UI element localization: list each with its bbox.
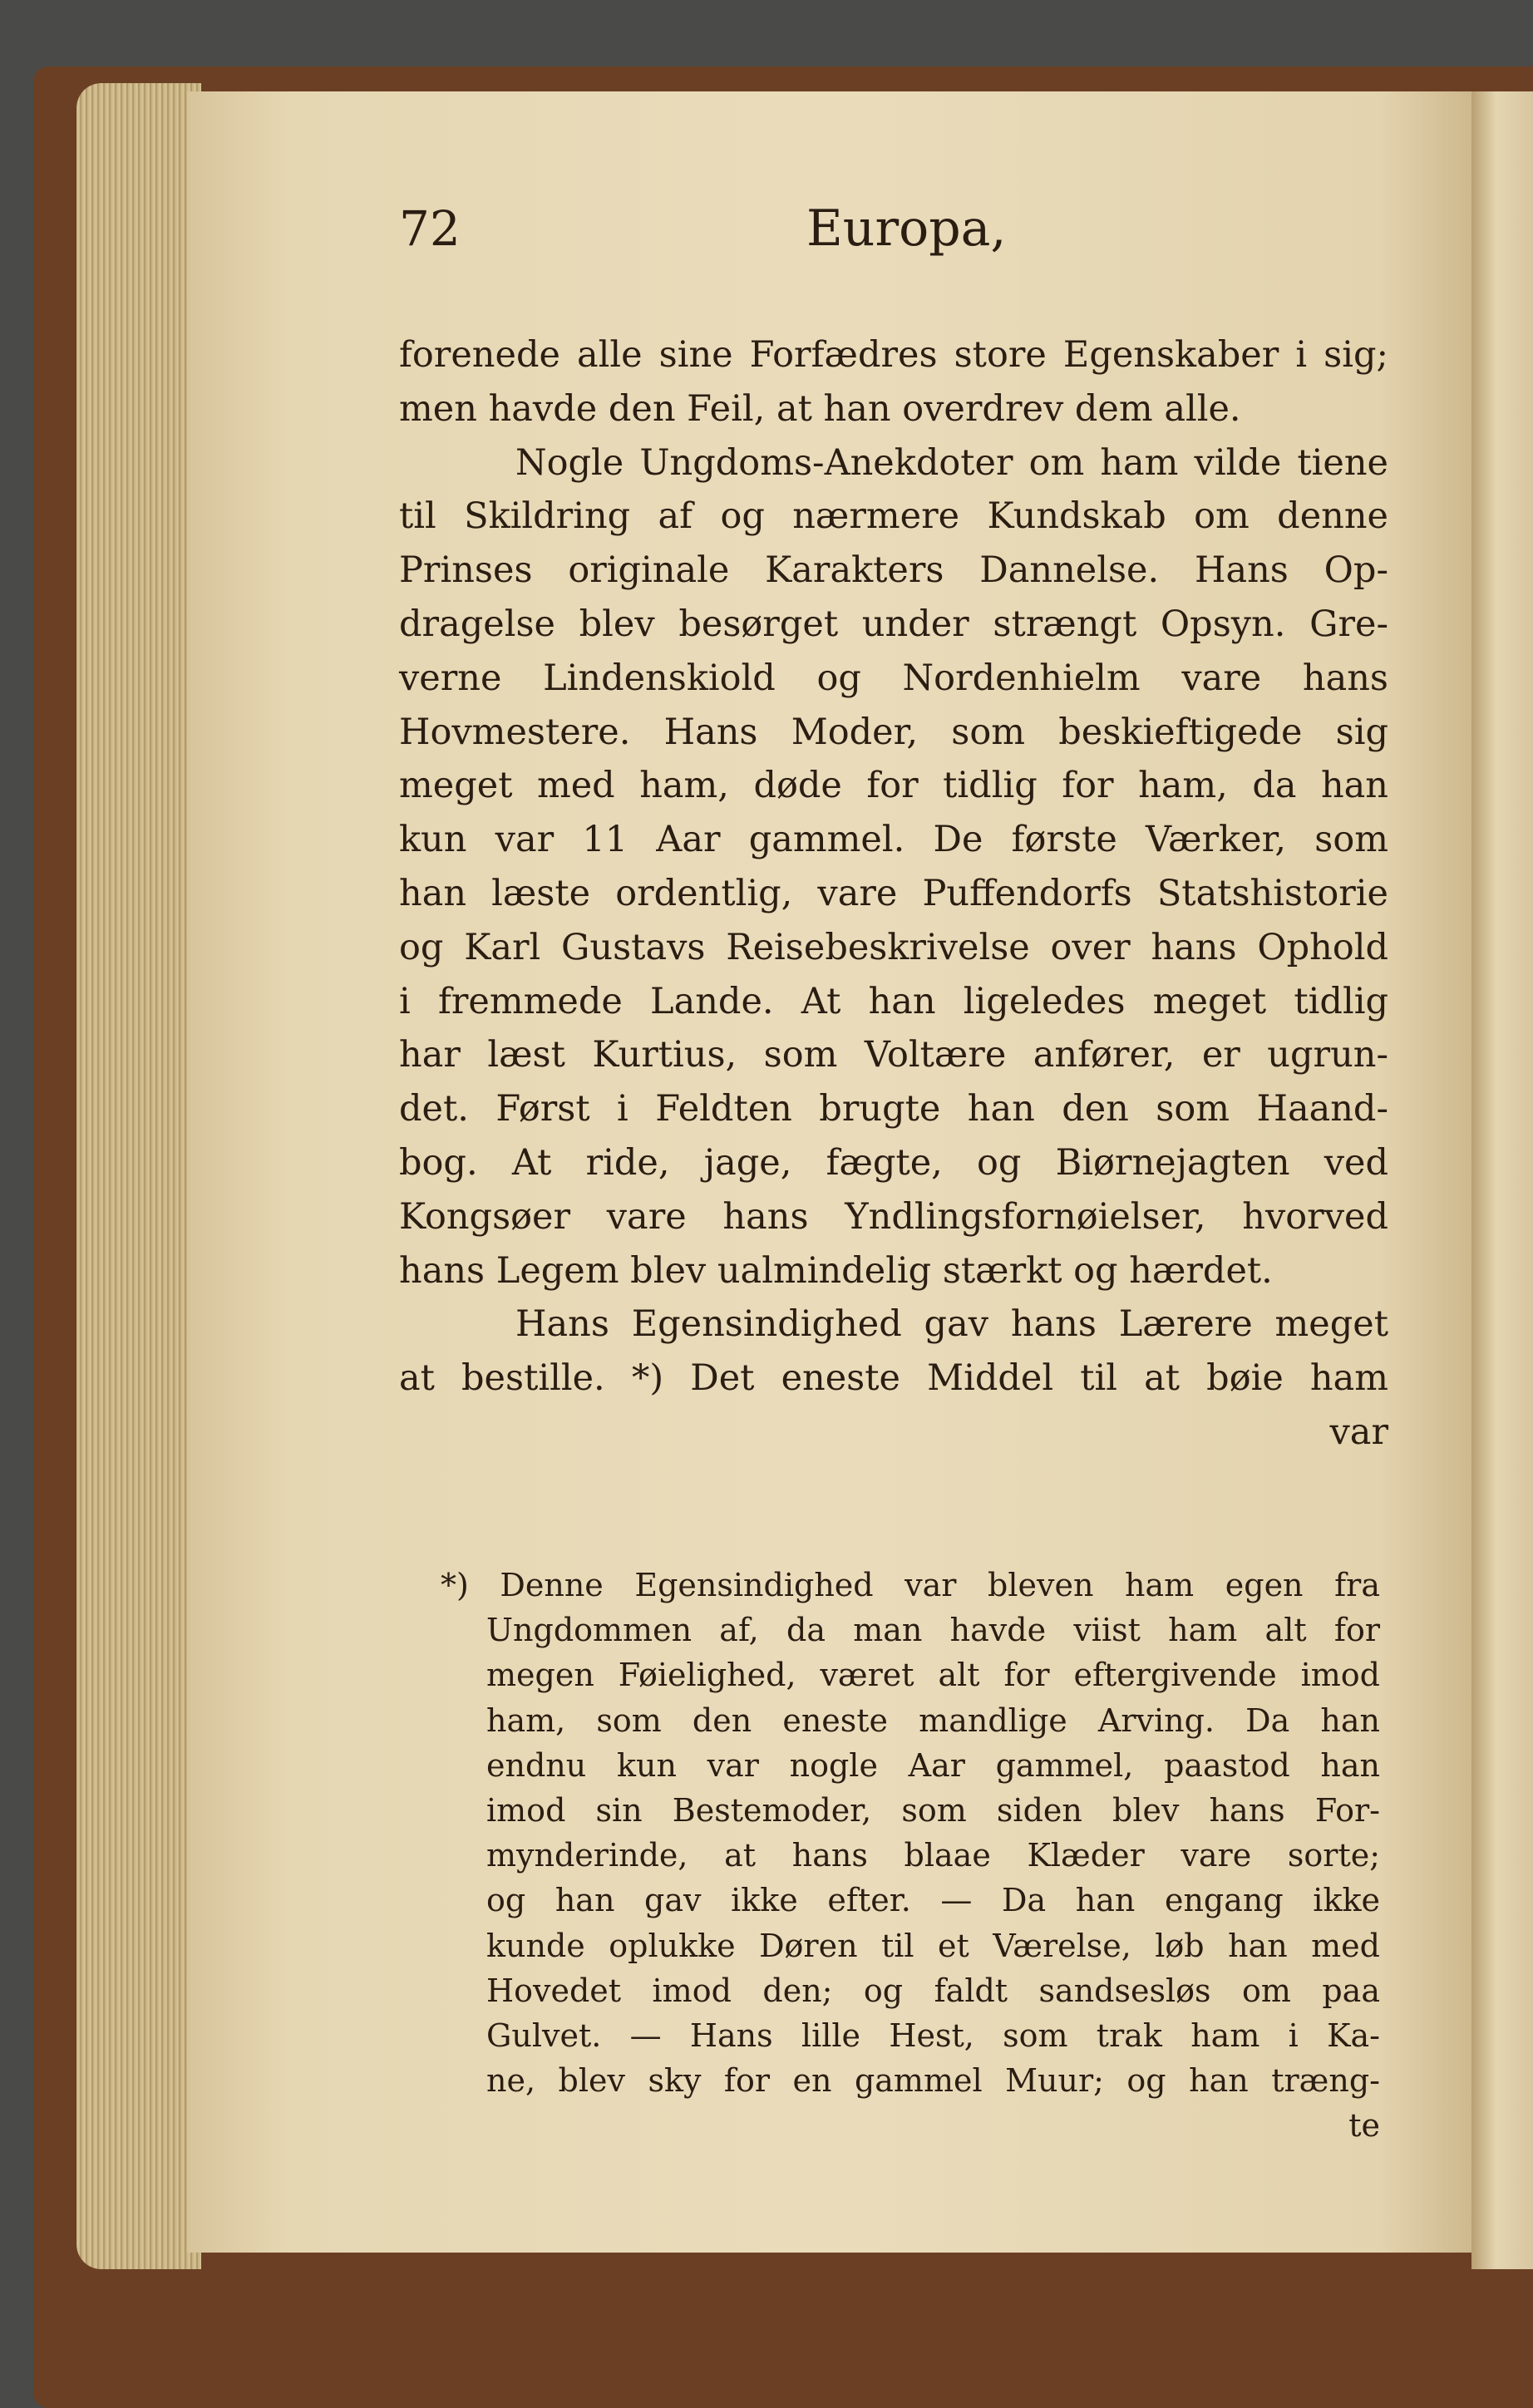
text-line: Prinses originale Karakters Dannelse. Hans Op- bbox=[399, 549, 1388, 592]
main-text bbox=[399, 328, 1388, 1460]
text-line: til Skildring af og nærmere Kundskab om denne bbox=[399, 495, 1388, 538]
footnote-line: imod sin Bestemoder, som siden blev hans For- bbox=[486, 1791, 1380, 1829]
text-line: at bestille. *) Det eneste Middel til at bøie ham bbox=[399, 1357, 1388, 1400]
catchword: var bbox=[1329, 1411, 1388, 1453]
text-line: verne Lindenskiold og Nordenhielm vare hans bbox=[399, 657, 1388, 699]
footnote-line: endnu kun var nogle Aar gammel, paastod han bbox=[486, 1746, 1380, 1784]
footnote-line: megen Føielighed, været alt for eftergivende imod bbox=[486, 1657, 1380, 1694]
footnote-line: ham, som den eneste mandlige Arving. Da han bbox=[486, 1701, 1380, 1739]
text-line: forenede alle sine Forfædres store Egenskaber i sig; bbox=[399, 334, 1388, 376]
footnote-line: mynderinde, at hans blaae Klæder vare sorte; bbox=[486, 1837, 1380, 1874]
footnote-catchword: te bbox=[1348, 2107, 1380, 2145]
facing-page-gutter bbox=[1471, 91, 1533, 2269]
text-line: han læste ordentlig, vare Puffendorfs Statshistorie bbox=[399, 872, 1388, 914]
text-line: Hovmestere. Hans Moder, som beskieftigede sig bbox=[399, 711, 1388, 753]
text-line: dragelse blev besørget under strængt Opsyn. Gre- bbox=[399, 603, 1388, 645]
page-number: 72 bbox=[399, 200, 461, 257]
text-line: det. Først i Feldten brugte han den som Haand- bbox=[399, 1088, 1388, 1130]
text-line: har læst Kurtius, som Voltære anfører, er ugrun- bbox=[399, 1034, 1388, 1076]
footnote-line: Ungdommen af, da man havde viist ham alt for bbox=[486, 1612, 1380, 1649]
running-head: Europa, bbox=[806, 199, 1007, 258]
text-line: i fremmede Lande. At han ligeledes meget tidlig bbox=[399, 980, 1388, 1022]
text-line: bog. At ride, jage, fægte, og Biørnejagten ved bbox=[399, 1141, 1388, 1184]
text-line: Nogle Ungdoms-Anekdoter om ham vilde tiene bbox=[515, 441, 1388, 484]
footnote-line: og han gav ikke efter. — Da han engang ikke bbox=[486, 1882, 1380, 1919]
footnote-line: Hovedet imod den; og faldt sandsesløs om paa bbox=[486, 1972, 1380, 2009]
text-line: Hans Egensindighed gav hans Lærere meget bbox=[515, 1303, 1388, 1346]
page-header bbox=[399, 199, 1397, 258]
footnote-line: Gulvet. — Hans lille Hest, som trak ham i Ka- bbox=[486, 2017, 1380, 2054]
text-line: meget med ham, døde for tidlig for ham, da han bbox=[399, 765, 1388, 807]
text-line: men havde den Feil, at han overdrev dem alle. bbox=[399, 387, 1241, 430]
footnote bbox=[441, 1563, 1380, 2148]
text-line: kun var 11 Aar gammel. De første Værker, som bbox=[399, 819, 1388, 861]
footnote-line: *) Denne Egensindighed var bleven ham egen fra bbox=[441, 1567, 1380, 1603]
footnote-line: kunde oplukke Døren til et Værelse, løb han med bbox=[486, 1927, 1380, 1964]
text-line: og Karl Gustavs Reisebeskrivelse over hans Ophold bbox=[399, 926, 1388, 968]
footnote-line: ne, blev sky for en gammel Muur; og han træng- bbox=[486, 2062, 1380, 2100]
text-line: hans Legem blev ualmindelig stærkt og hærdet. bbox=[399, 1249, 1273, 1292]
text-line: Kongsøer vare hans Yndlingsfornøielser, hvorved bbox=[399, 1195, 1388, 1238]
page-edges bbox=[76, 83, 201, 2269]
